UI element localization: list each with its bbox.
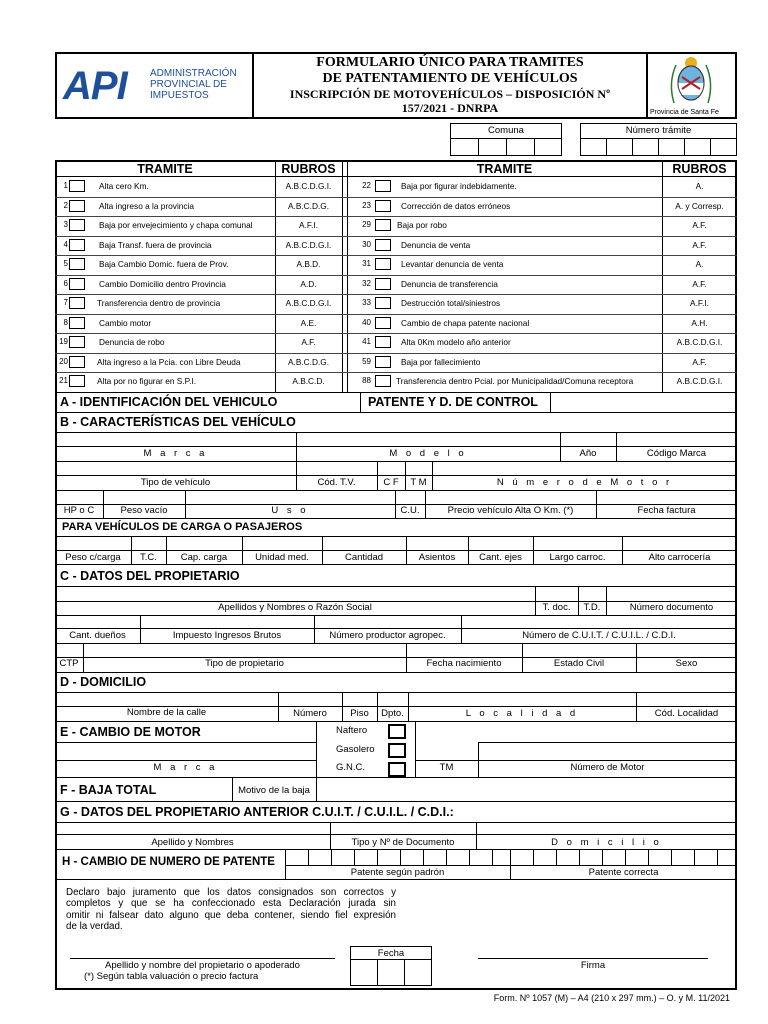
comuna-label: Comuna xyxy=(488,125,524,136)
uso-label: U s o xyxy=(271,505,309,516)
tramite-header-left: TRAMITE xyxy=(137,162,193,176)
tramite-rubros: A. xyxy=(695,181,704,191)
gnc-checkbox[interactable] xyxy=(388,762,406,777)
naftero-checkbox[interactable] xyxy=(388,724,406,739)
calle-label: Nombre de la calle xyxy=(126,707,207,718)
tramite-label: Denuncia de transferencia xyxy=(401,279,498,289)
section-h-title: H - CAMBIO DE NUMERO DE PATENTE xyxy=(62,856,275,868)
gnc-label: G.N.C. xyxy=(336,762,366,773)
form-subtitle-2: 157/2021 - DNRPA xyxy=(401,101,499,115)
tramite-label: Levantar denuncia de venta xyxy=(401,259,504,269)
tramite-code: 29 xyxy=(362,220,371,229)
tramite-rubros: A.B.C.D. xyxy=(292,376,325,386)
numero-documento-label: Número documento xyxy=(629,602,714,613)
tramite-label: Baja Cambio Domic. fuera de Prov. xyxy=(99,259,229,269)
domicilio-anterior-label: D o m i c i l i o xyxy=(551,837,662,848)
tramite-label: Destrucción total/siniestros xyxy=(401,298,501,308)
motivo-baja-input[interactable] xyxy=(317,778,735,800)
tramite-checkbox[interactable] xyxy=(69,219,85,231)
tramite-code: 2 xyxy=(63,201,68,210)
tramite-code: 7 xyxy=(63,298,68,307)
tramite-checkbox[interactable] xyxy=(375,336,391,348)
tramite-checkbox[interactable] xyxy=(69,356,85,368)
peso-carga-label: Peso c/carga xyxy=(65,552,121,563)
tramite-checkbox[interactable] xyxy=(69,278,85,290)
section-f-title: F - BAJA TOTAL xyxy=(60,783,157,797)
declaracion-line-3: omitir ni falsear dato alguno que deba contener, siendo fiel expresión xyxy=(66,909,396,921)
api-logo-text: API xyxy=(63,64,127,108)
td-label: T.D. xyxy=(583,602,601,613)
tramite-code: 32 xyxy=(362,279,371,288)
fecha-nacimiento-label: Fecha nacimiento xyxy=(426,658,502,669)
tramite-label: Transferencia dentro Pcial. por Municipalidad/Comuna receptora xyxy=(396,376,634,386)
tramite-rubros: A.B.C.D.G. xyxy=(287,201,330,211)
motivo-baja-label: Motivo de la baja xyxy=(238,785,310,796)
rubros-header-left: RUBROS xyxy=(281,162,336,176)
gasolero-label: Gasolero xyxy=(336,744,375,755)
tramite-checkbox[interactable] xyxy=(69,336,85,348)
form-subtitle-1: INSCRIPCIÓN DE MOTOVEHÍCULOS – DISPOSICIÓN Nº xyxy=(289,87,611,101)
numero-tramite-input[interactable] xyxy=(581,139,736,155)
tramite-code: 8 xyxy=(63,318,68,327)
apellidos-nombres-label: Apellidos y Nombres o Razón Social xyxy=(218,602,372,613)
tramite-rubros: A.B.D. xyxy=(296,259,321,269)
fecha-label: Fecha xyxy=(377,948,405,959)
productor-agropecuario-label: Número productor agropec. xyxy=(329,630,446,641)
cant-duenos-label: Cant. dueños xyxy=(69,630,126,641)
tramite-rubros: A.F. xyxy=(692,220,707,230)
section-b-title: B - CARACTERÍSTICAS DEL VEHÍCULO xyxy=(60,415,296,429)
tramite-rubros: A.F. xyxy=(692,357,707,367)
nota-valuacion: (*) Según tabla valuación o precio factura xyxy=(84,971,259,982)
tipo-vehiculo-label: Tipo de vehículo xyxy=(140,477,211,488)
tramite-code: 3 xyxy=(63,220,68,229)
tramite-checkbox[interactable] xyxy=(69,317,85,329)
unidad-med-label: Unidad med. xyxy=(255,552,309,563)
ctp-label: CTP xyxy=(59,658,79,669)
tramite-rubros: A.H. xyxy=(691,318,708,328)
section-c-title: C - DATOS DEL PROPIETARIO xyxy=(60,569,240,583)
form-title-1: FORMULARIO ÚNICO PARA TRAMITES xyxy=(316,55,584,70)
tramite-code: 6 xyxy=(63,279,68,288)
patente-control-label: PATENTE Y D. DE CONTROL xyxy=(368,395,538,409)
tramite-code: 22 xyxy=(362,181,371,190)
tramite-checkbox[interactable] xyxy=(375,200,391,212)
patente-correcta-label: Patente correcta xyxy=(588,867,659,878)
tramite-label: Denuncia de venta xyxy=(401,240,471,250)
patente-correcta-input[interactable] xyxy=(511,850,736,864)
province-label: Provincia de Santa Fe xyxy=(650,109,719,116)
tramite-checkbox[interactable] xyxy=(69,297,85,309)
tramite-label: Cambio motor xyxy=(99,318,152,328)
tramite-code: 59 xyxy=(362,357,371,366)
tramite-code: 33 xyxy=(362,298,371,307)
tramite-label: Cambio Domicilio dentro Provincia xyxy=(99,279,226,289)
tramite-code: 30 xyxy=(362,240,371,249)
tramite-label: Alta ingreso a la Pcia. con Libre Deuda xyxy=(97,357,241,367)
declaracion-text xyxy=(66,887,396,932)
tipo-doc-label: T. doc. xyxy=(542,602,571,613)
tc-label: T.C. xyxy=(140,552,157,563)
agency-line-2: PROVINCIAL DE xyxy=(150,79,227,90)
tramite-checkbox[interactable] xyxy=(375,375,391,387)
cod-tv-label: Cód. T.V. xyxy=(317,477,356,488)
precio-label: Precio vehículo Alta O Km. (*) xyxy=(447,505,574,516)
peso-vacio-label: Peso vacío xyxy=(120,505,168,516)
tramite-rubros: A.B.C.D.G.I. xyxy=(285,181,332,191)
cuit-label: Número de C.U.I.T. / C.U.I.L. / C.D.I. xyxy=(522,630,676,641)
rubros-header-right: RUBROS xyxy=(672,162,727,176)
tramite-checkbox[interactable] xyxy=(375,239,391,251)
tramite-code: 88 xyxy=(362,376,371,385)
declaracion-line-2: completos y que se ha confeccionado esta Declaración jurada sin xyxy=(66,898,396,910)
section-a-title: A - IDENTIFICACIÓN DEL VEHICULO xyxy=(60,395,278,409)
asientos-label: Asientos xyxy=(418,552,456,563)
tramite-checkbox[interactable] xyxy=(69,239,85,251)
apoderado-label: Apellido y nombre del propietario o apoderado xyxy=(105,960,300,971)
tm-motor-label: TM xyxy=(439,762,454,773)
cf-label: C F xyxy=(383,477,399,488)
sexo-label: Sexo xyxy=(675,658,698,669)
tramite-code: 23 xyxy=(362,201,371,210)
marca-label: M a r c a xyxy=(143,448,208,459)
localidad-label: L o c a l i d a d xyxy=(465,708,579,719)
carga-pasajeros-title: PARA VEHÍCULOS DE CARGA O PASAJEROS xyxy=(62,521,303,533)
tramite-label: Baja por fallecimiento xyxy=(401,357,481,367)
tramite-code: 40 xyxy=(362,318,371,327)
tramite-code: 1 xyxy=(63,181,68,190)
tramite-header-right: TRAMITE xyxy=(476,162,533,176)
section-e-title: E - CAMBIO DE MOTOR xyxy=(60,725,201,739)
codigo-marca-label: Código Marca xyxy=(646,448,707,459)
estado-civil-label: Estado Civil xyxy=(553,658,605,669)
tramite-rubros: A.B.C.D.G. xyxy=(287,357,330,367)
tm-label: T M xyxy=(410,477,427,488)
tramite-label: Denuncia de robo xyxy=(99,337,165,347)
tipo-documento-anterior-label: Tipo y Nº de Documento xyxy=(351,837,455,848)
anio-label: Año xyxy=(579,448,597,459)
tramite-code: 31 xyxy=(362,259,371,268)
tramite-label: Baja por robo xyxy=(397,220,447,230)
tramite-rubros: A. y Corresp. xyxy=(675,201,724,211)
api-logo xyxy=(63,66,141,106)
tramite-label: Baja por envejecimiento y chapa comunal xyxy=(99,220,253,230)
gasolero-checkbox[interactable] xyxy=(388,743,406,758)
numero-calle-label: Número xyxy=(293,708,327,719)
tramite-label: Alta 0Km modelo año anterior xyxy=(401,337,511,347)
tramite-code: 20 xyxy=(59,357,68,366)
tramite-rubros: A. xyxy=(695,259,704,269)
tramite-rubros: A.B.C.D.G.I. xyxy=(676,337,723,347)
tramite-checkbox[interactable] xyxy=(375,278,391,290)
apellido-anterior-label: Apellido y Nombres xyxy=(151,837,234,848)
tramite-rubros: A.F. xyxy=(692,240,707,250)
declaracion-line-1: Declaro bajo juramento que los datos consignados son correctos y xyxy=(66,887,396,898)
tramite-label: Baja Transf. fuera de provincia xyxy=(99,240,212,250)
tramite-code: 21 xyxy=(59,376,68,385)
agency-line-3: IMPUESTOS xyxy=(150,90,209,101)
firma-signature-line[interactable] xyxy=(478,940,708,958)
alto-carroceria-label: Alto carrocería xyxy=(648,552,711,563)
tramite-rubros: A.F. xyxy=(692,279,707,289)
cantidad-label: Cantidad xyxy=(344,552,384,563)
tramite-rubros: A.E. xyxy=(300,318,317,328)
apoderado-signature-line[interactable] xyxy=(70,940,335,958)
fecha-factura-label: Fecha factura xyxy=(637,505,696,516)
tramite-label: Transferencia dentro de provincia xyxy=(97,298,221,308)
cod-localidad-label: Cód. Localidad xyxy=(654,708,719,719)
dpto-label: Dpto. xyxy=(381,708,404,719)
firma-label: Firma xyxy=(580,960,606,971)
form-footer: Form. Nº 1057 (M) – A4 (210 x 297 mm.) – O. y M. 11/2021 xyxy=(493,993,730,1003)
form-title-2: DE PATENTAMIENTO DE VEHÍCULOS xyxy=(322,71,578,86)
patente-control-input[interactable] xyxy=(552,393,735,411)
tramite-label: Baja por figurar indebidamente. xyxy=(401,181,517,191)
piso-label: Piso xyxy=(350,708,369,719)
tramite-label: Corrección de datos erróneos xyxy=(401,201,511,211)
largo-carroceria-label: Largo carroc. xyxy=(549,552,606,563)
cant-ejes-label: Cant. ejes xyxy=(479,552,522,563)
tramite-checkbox[interactable] xyxy=(375,317,391,329)
tramite-rubros: A.B.C.D.G.I. xyxy=(676,376,723,386)
tramite-code: 4 xyxy=(63,240,68,249)
tramite-label: Cambio de chapa patente nacional xyxy=(401,318,530,328)
tramite-checkbox[interactable] xyxy=(375,297,391,309)
tramite-rubros: A.B.C.D.G.I. xyxy=(285,240,332,250)
agency-line-1: ADMINISTRACIÓN xyxy=(150,68,237,79)
numero-motor-label: N ú m e r o d e M o t o r xyxy=(496,477,673,488)
tramite-checkbox[interactable] xyxy=(69,200,85,212)
tramite-checkbox[interactable] xyxy=(69,258,85,270)
numero-motor-nuevo-label: Número de Motor xyxy=(570,762,645,773)
iibb-label: Impuesto Ingresos Brutos xyxy=(172,630,282,641)
section-g-title: G - DATOS DEL PROPIETARIO ANTERIOR C.U.I.T. / C.U.I.L. / C.D.I.: xyxy=(60,805,454,819)
tramite-code: 41 xyxy=(362,337,371,346)
cap-carga-label: Cap. carga xyxy=(180,552,228,563)
fecha-input[interactable] xyxy=(351,960,431,985)
tramite-rubros: A.F.I. xyxy=(299,220,318,230)
tramite-code: 5 xyxy=(63,259,68,268)
tramite-label: Alta cero Km. xyxy=(99,181,149,191)
tramite-label: Alta ingreso a la provincia xyxy=(99,201,195,211)
tramite-checkbox[interactable] xyxy=(69,375,85,387)
tramite-checkbox[interactable] xyxy=(69,180,85,192)
hp-label: HP o C xyxy=(63,505,95,516)
marca-motor-label: M a r c a xyxy=(153,762,218,773)
patente-padron-input[interactable] xyxy=(286,850,509,864)
numero-tramite-label: Número trámite xyxy=(625,125,692,136)
section-d-title: D - DOMICILIO xyxy=(60,675,147,689)
naftero-label: Naftero xyxy=(336,725,368,736)
tramite-checkbox[interactable] xyxy=(375,180,391,192)
modelo-label: M o d e l o xyxy=(389,448,467,459)
comuna-input[interactable] xyxy=(451,139,561,155)
tramite-rubros: A.B.C.D.G.I. xyxy=(285,298,332,308)
tramite-checkbox[interactable] xyxy=(375,356,391,368)
province-seal-icon xyxy=(666,55,716,107)
tramite-label: Alta por no figurar en S.P.I. xyxy=(97,376,197,386)
declaracion-line-4: de la verdad. xyxy=(66,920,123,932)
tramite-rubros: A.F. xyxy=(301,337,316,347)
tramite-checkbox[interactable] xyxy=(375,258,391,270)
cu-label: C.U. xyxy=(400,505,420,516)
tramite-code: 19 xyxy=(59,337,68,346)
patente-segun-padron-label: Patente según padrón xyxy=(350,867,445,878)
tramite-checkbox[interactable] xyxy=(375,219,391,231)
tramite-rubros: A.D. xyxy=(300,279,317,289)
tramite-rubros: A.F.I. xyxy=(690,298,709,308)
tipo-propietario-label: Tipo de propietario xyxy=(205,658,284,669)
